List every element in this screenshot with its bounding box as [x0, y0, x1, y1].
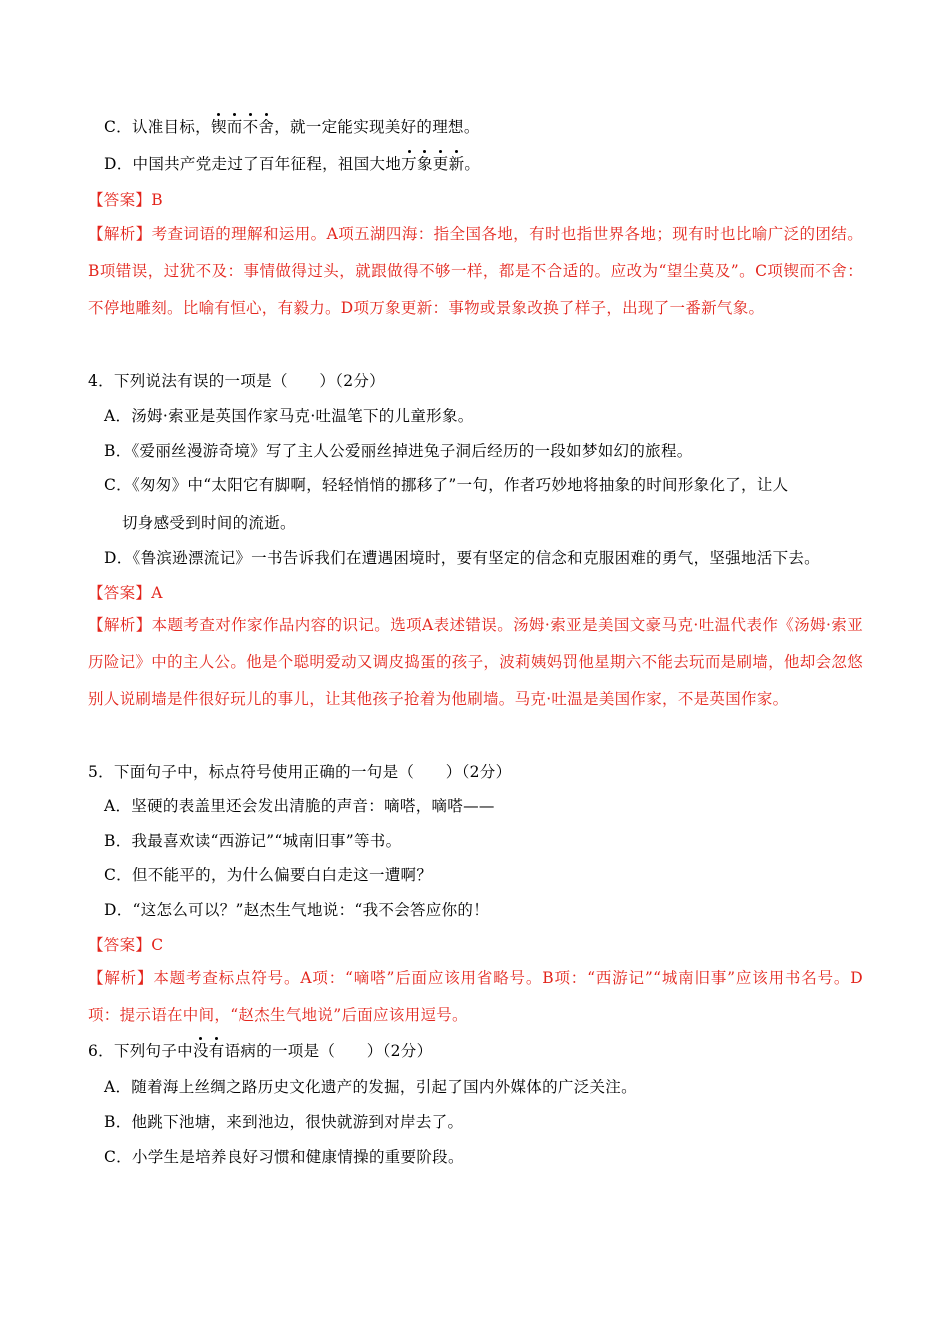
- answer-value: C: [151, 936, 164, 954]
- emphasis-dot-char: 不: [242, 118, 259, 136]
- answer-value: A: [151, 584, 163, 602]
- emphasis-dot-char: 舍: [258, 118, 275, 136]
- q4-option-d: D．《鲁滨逊漂流记》一书告诉我们在遭遇困境时，要有坚定的信念和克服困难的勇气，坚强地活下去。: [104, 549, 820, 567]
- answer-tag: 【答案】: [88, 936, 152, 954]
- answer-value: B: [151, 191, 163, 209]
- q3-option-d: D．中国共产党走过了百年征程，祖国大地万象更新。: [104, 155, 481, 173]
- answer-tag: 【答案】: [88, 191, 152, 209]
- q3-option-c: C．认准目标，锲而不舍，就一定能实现美好的理想。: [104, 118, 480, 136]
- q6-option-b: B．他跳下池塘，来到池边，很快就游到对岸去了。: [104, 1113, 464, 1131]
- q4-option-c-continued: 切身感受到时间的流逝。: [122, 514, 296, 532]
- q4-stem: 4．下列说法有误的一项是（ ）（2分）: [88, 372, 385, 390]
- emphasis-dot-char: 新: [448, 155, 465, 173]
- q5-stem: 5．下面句子中，标点符号使用正确的一句是（ ）（2分）: [88, 763, 512, 781]
- q6-option-a: A．随着海上丝绸之路历史文化遗产的发掘，引起了国内外媒体的广泛关注。: [104, 1078, 637, 1096]
- emphasis-dot-char: 更: [432, 155, 449, 173]
- emphasis-dot-char: 而: [226, 118, 243, 136]
- q4-option-b: B．《爱丽丝漫游奇境》写了主人公爱丽丝掉进兔子洞后经历的一段如梦如幻的旅程。: [104, 442, 693, 460]
- q3-answer: [88, 189, 163, 211]
- q6-option-c: C．小学生是培养良好习惯和健康情操的重要阶段。: [104, 1148, 464, 1166]
- q4-option-c: C．《匆匆》中“太阳它有脚啊，轻轻悄悄的挪移了”一句，作者巧妙地将抽象的时间形象化了，让人: [104, 476, 789, 494]
- q6-stem: 6．下列句子中没有语病的一项是（ ）（2分）: [88, 1042, 433, 1060]
- q4-option-a: A．汤姆·索亚是英国作家马克·吐温笔下的儿童形象。: [104, 407, 474, 425]
- emphasis-dot-char: 锲: [210, 118, 227, 136]
- q5-explanation: [88, 960, 863, 1034]
- explain-tag: 【解析】: [88, 225, 152, 243]
- q5-answer: [88, 934, 163, 956]
- q4-answer: [88, 582, 163, 604]
- emphasis-dot-char: 没: [192, 1042, 209, 1060]
- answer-tag: 【答案】: [88, 584, 152, 602]
- explain-text: 本题考查标点符号。A项：“嘀嗒”后面应该用省略号。B项：“西游记”“城南旧事”应该用书名号。D项：提示语在中间，“赵杰生气地说”后面应该用逗号。: [88, 969, 863, 1024]
- emphasis-dot-char: 象: [416, 155, 433, 173]
- q4-explanation: [88, 607, 863, 718]
- explain-tag: 【解析】: [88, 969, 154, 987]
- q5-option-c: C．但不能平的，为什么偏要白白走这一遭啊？: [104, 866, 433, 884]
- q3-explanation: [88, 216, 863, 327]
- explain-text: 考查词语的理解和运用。A项五湖四海：指全国各地，有时也指世界各地；现有时也比喻广泛的团结。B项错误，过犹不及：事情做得过头，就跟做得不够一样，都是不合适的。应改为“望尘莫及”。C项锲而不舍：不停地雕刻。比喻有恒心，有毅力。D项万象更新：事物或景象改换了样子，出现了一番新气象。: [88, 225, 863, 317]
- q5-option-a: A．坚硬的表盖里还会发出清脆的声音：嘀嗒，嘀嗒——: [104, 797, 495, 815]
- q5-option-b: B．我最喜欢读“西游记”“城南旧事”等书。: [104, 832, 402, 850]
- explain-text: 本题考查对作家作品内容的识记。选项A表述错误。汤姆·索亚是美国文豪马克·吐温代表作《汤姆·索亚历险记》中的主人公。他是个聪明爱动又调皮捣蛋的孩子，波莉姨妈罚他星期六不能去玩而是刷墙，他却会忽悠别人说刷墙是件很好玩儿的事儿，让其他孩子抢着为他刷墙。马克·吐温是美国作家，不是英国作家。: [88, 616, 864, 708]
- emphasis-dot-char: 万: [401, 155, 417, 173]
- emphasis-dot-char: 有: [208, 1042, 225, 1060]
- q5-option-d: D．“这怎么可以？”赵杰生气地说：“我不会答应你的！: [104, 901, 490, 919]
- explain-tag: 【解析】: [88, 616, 152, 634]
